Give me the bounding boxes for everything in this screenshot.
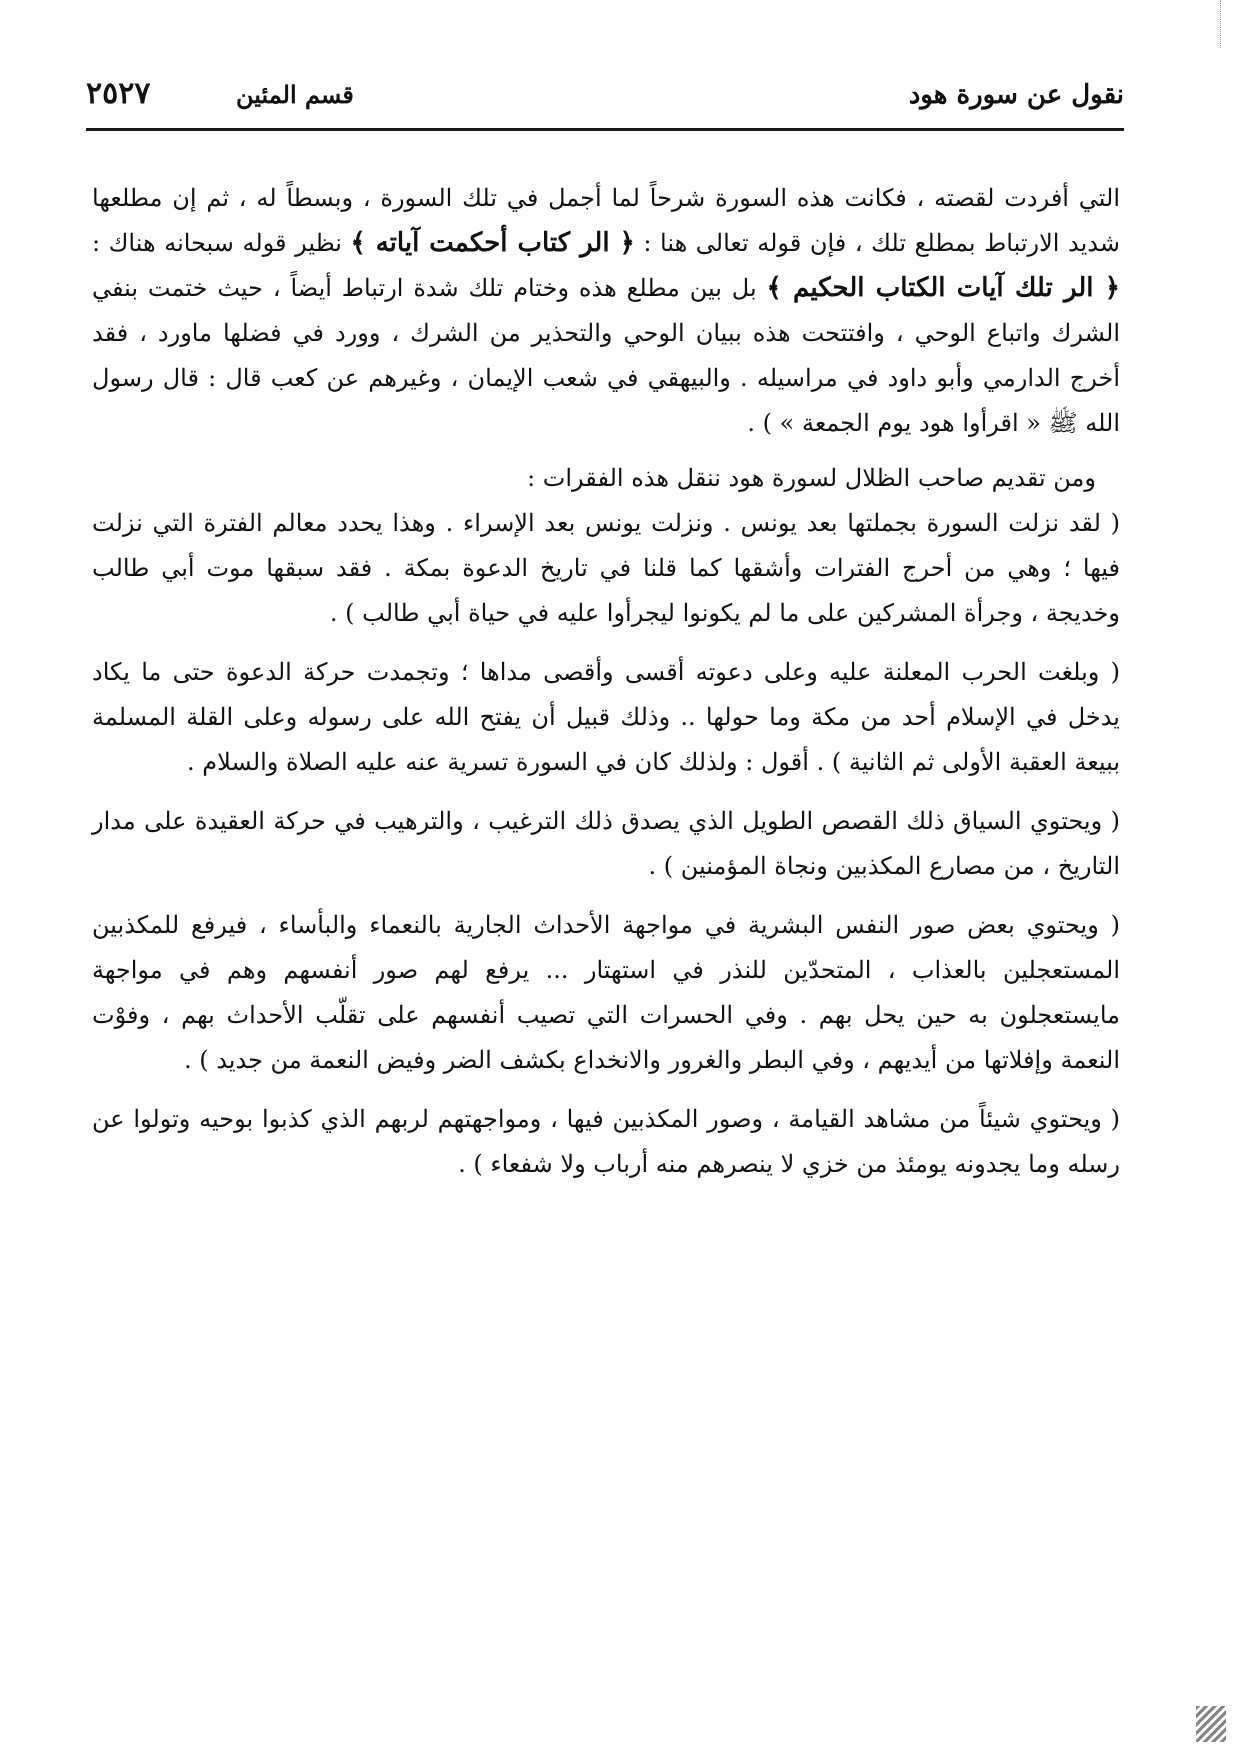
intro-text-before: التي أفردت لقصته ، فكانت هذه السورة شرحاً لما أجمل في تلك السورة ، وبسطاً له ، ثم إن مطلعها شديد الارتباط بمطلع تلك ، فإن قوله تعالى هنا :	[92, 184, 1121, 257]
paragraph-quote: ( وبلغت الحرب المعلنة عليه وعلى دعوته أقسى وأقصى مداها ؛ وتجمدت حركة الدعوة حتى ما يكاد يدخل في الإسلام أحد من مكة وما حولها .. وذلك قبيل أن يفتح الله على رسوله وعلى القلة المسلمة ببيعة العقبة الأولى ثم الثانية ) . أقول : ولذلك كان في السورة تسرية عنه عليه الصلاة والسلام .	[92, 658, 1120, 776]
paragraph-intro	[92, 176, 1120, 446]
intro-text-middle: نظير قوله سبحانه هناك :	[92, 229, 351, 257]
paragraph-quote: ( ويحتوي السياق ذلك القصص الطويل الذي يصدق ذلك الترغيب ، والترهيب في حركة العقيدة على مدار التاريخ ، من مصارع المكذبين ونجاة المؤمنين ) .	[92, 807, 1120, 880]
intro-text-after: بل بين مطلع هذه وختام تلك شدة ارتباط أيضاً ، حيث ختمت بنفي الشرك واتباع الوحي ، وافتتحت هذه ببيان الوحي والتحذير من الشرك ، وورد في فضلها ماورد ، فقد أخرج الدارمي وأبو داود في مراسيله . والبيهقي في شعب الإيمان ، وغيرهم عن كعب قال : قال رسول الله ﷺ « اقرأوا هود يوم الجمعة » ) .	[92, 274, 1120, 437]
page-number: ٢٥٢٧	[86, 76, 151, 111]
quranic-verse: ﴿ الر كتاب أحكمت آياته ﴾	[350, 228, 635, 258]
header-rule	[86, 128, 1124, 131]
paragraph-lead: ومن تقديم صاحب الظلال لسورة هود ننقل هذه الفقرات :	[527, 464, 1096, 492]
page-header	[86, 74, 1124, 124]
section-name: قسم المئين	[236, 80, 354, 109]
scan-edge-mark	[1220, 0, 1235, 48]
body-text	[92, 176, 1120, 1201]
paragraph-quote: ( ويحتوي شيئاً من مشاهد القيامة ، وصور المكذبين فيها ، ومواجهتهم لربهم الذي كذبوا بوحيه وتولوا عن رسله وما يجدونه يومئذ من خزي لا ينصرهم منه أرباب ولا شفعاء ) .	[92, 1105, 1120, 1178]
scan-corner-mark	[1196, 1706, 1226, 1742]
paragraph-quote: ( لقد نزلت السورة بجملتها بعد يونس . ونزلت يونس بعد الإسراء . وهذا يحدد معالم الفترة التي نزلت فيها ؛ وهي من أحرج الفترات وأشقها كما قلنا في تاريخ الدعوة بمكة . فقد سبقها موت أبي طالب وخديجة ، وجرأة المشركين على ما لم يكونوا ليجرأوا عليه في حياة أبي طالب ) .	[92, 509, 1120, 627]
running-title: نقول عن سورة هود	[908, 80, 1124, 110]
quranic-verse: ﴿ الر تلك آيات الكتاب الحكيم ﴾	[766, 273, 1121, 303]
paragraph-quote: ( ويحتوي بعض صور النفس البشرية في مواجهة الأحداث الجارية بالنعماء والبأساء ، فيرفع للمكذبين المستعجلين بالعذاب ، المتحدّين للنذر في استهتار ... يرفع لهم صور أنفسهم وهم في مواجهة مايستعجلون به حين يحل بهم . وفي الحسرات التي تصيب أنفسهم على تقلّب الأحداث بهم ، وفوْت النعمة وإفلاتها من أيديهم ، وفي البطر والغرور والانخداع بكشف الضر وفيض النعمة من جديد ) .	[92, 911, 1120, 1074]
